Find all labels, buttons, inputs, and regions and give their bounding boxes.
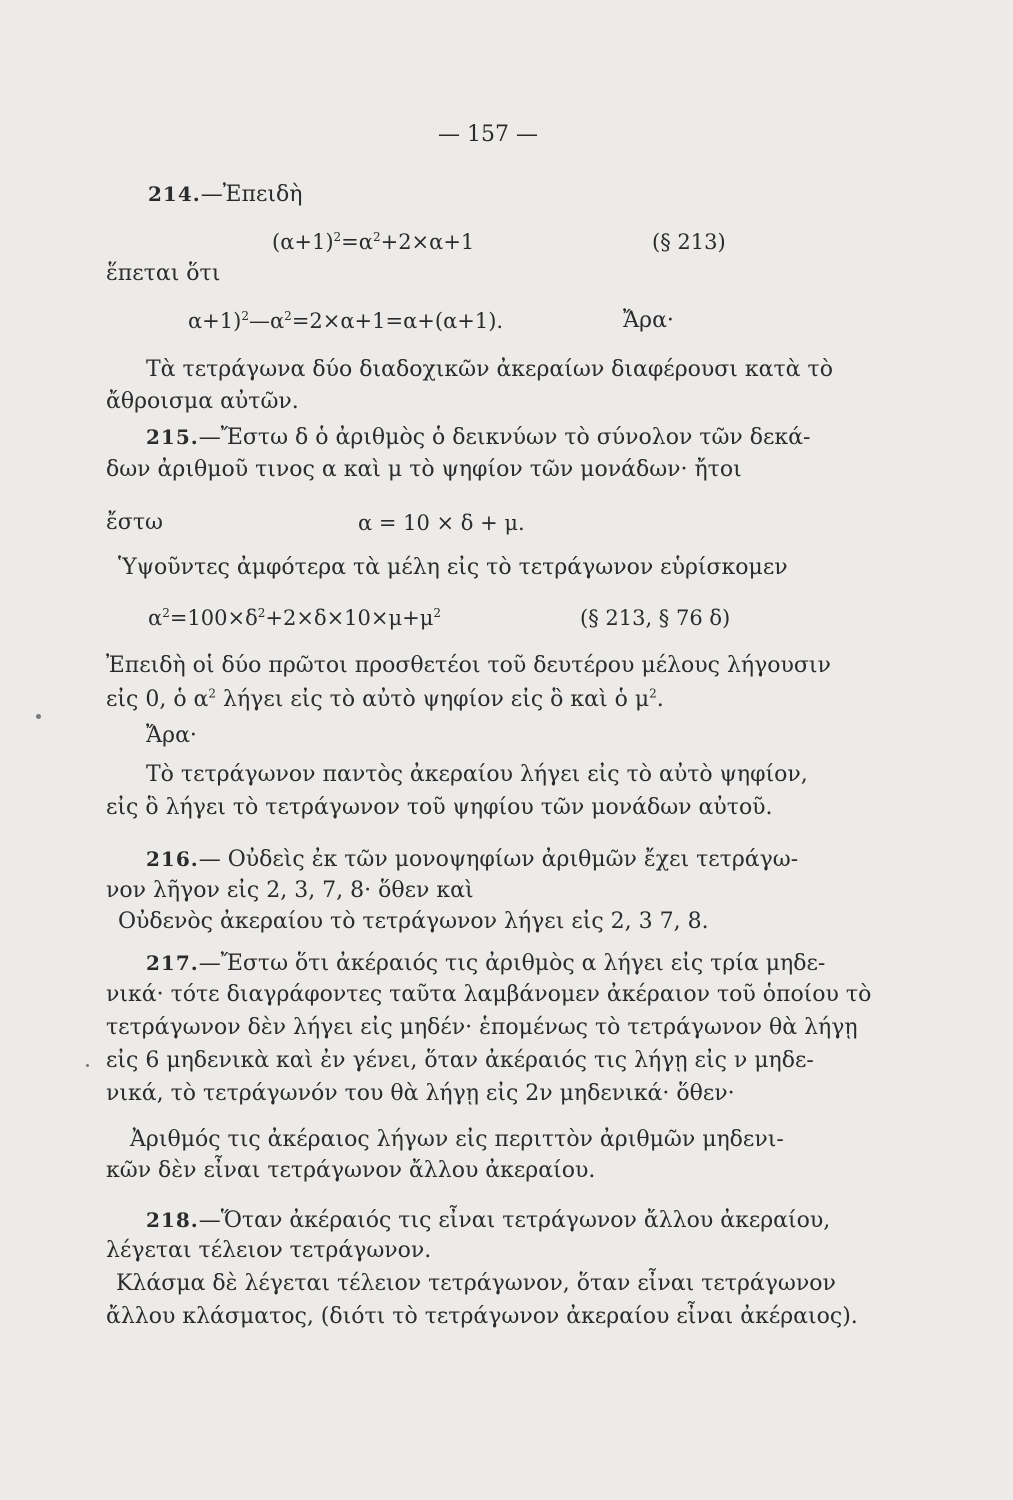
eq-exponent: 2 xyxy=(241,309,249,323)
eq-part: =α xyxy=(341,230,373,254)
section-217-line: Ἀριθμός τις ἀκέραιος λήγων εἰς περιττὸν ἀριθμῶν μηδενι- xyxy=(130,1127,784,1152)
equation-214-1 xyxy=(272,228,474,256)
eq-exponent: 2 xyxy=(372,230,381,244)
section-218-line xyxy=(146,1206,830,1235)
page-number: — 157 — xyxy=(438,122,538,147)
ara-214: Ἄρα· xyxy=(623,308,674,333)
section-intro: —Ἐπειδὴ xyxy=(200,182,303,207)
section-216-line: Οὐδενὸς ἀκεραίου τὸ τετράγωνον λήγει εἰς 2, 3 7, 8. xyxy=(118,909,709,934)
eq-part: =100×δ xyxy=(169,606,258,630)
section-216-line xyxy=(146,845,798,874)
section-217-line: τετράγωνον δὲν λήγει εἰς μηδέν· ἑπομένως τὸ τετράγωνον θὰ λήγῃ xyxy=(106,1015,858,1040)
section-218-line: λέγεται τέλειον τετράγωνον. xyxy=(106,1238,432,1263)
section-text: —Ἔστω ὅτι ἀκέραιός τις ἀριθμὸς α λήγει εἰς τρία μηδε- xyxy=(198,951,826,976)
equation-215-2 xyxy=(148,604,441,632)
eq-exponent: 2 xyxy=(433,606,442,620)
esto-label: ἔστω xyxy=(106,510,163,535)
section-217-line: κῶν δὲν εἶναι τετράγωνον ἄλλου ἀκεραίου. xyxy=(106,1158,596,1183)
section-number: 218. xyxy=(146,1208,199,1232)
follows-text: ἕπεται ὅτι xyxy=(106,261,221,286)
text-part: . xyxy=(656,687,664,712)
section-text: —Ἔστω δ ὁ ἀριθμὸς ὁ δεικνύων τὸ σύνολον τῶν δεκά- xyxy=(198,425,811,450)
text-part: εἰς 0, ὁ α xyxy=(106,687,209,712)
paper-spot xyxy=(86,1064,89,1067)
section-217-line xyxy=(146,949,825,978)
section-217-line: εἰς 6 μηδενικὰ καὶ ἐν γένει, ὅταν ἀκέραιός τις λήγῃ εἰς ν μηδε- xyxy=(106,1048,814,1073)
equation-214-2 xyxy=(188,307,503,335)
section-number: 215. xyxy=(146,425,199,449)
section-215-line: εἰς ὃ λήγει τὸ τετράγωνον τοῦ ψηφίου τῶν μονάδων αὐτοῦ. xyxy=(106,795,773,820)
section-217-line: νικά, τὸ τετράγωνόν του θὰ λήγῃ εἰς 2ν μηδενικά· ὅθεν· xyxy=(106,1081,735,1106)
eq-part: α xyxy=(148,606,163,630)
eq-exponent: 2 xyxy=(162,606,170,620)
equation-214-1-reference: (§ 213) xyxy=(652,230,726,254)
section-215-line: Ἐπειδὴ οἱ δύο πρῶτοι προσθετέοι τοῦ δευτέρου μέλους λήγουσιν xyxy=(106,653,831,678)
eq-part: (α+1) xyxy=(272,230,334,254)
text-part: λήγει εἰς τὸ αὐτὸ ψηφίον εἰς ὃ καὶ ὁ μ xyxy=(216,687,650,712)
section-text: —Ὅταν ἀκέραιός τις εἶναι τετράγωνον ἄλλου ἀκεραίου, xyxy=(198,1208,831,1233)
section-216-line: νον λῆγον εἰς 2, 3, 7, 8· ὅθεν καὶ xyxy=(106,878,474,903)
eq-part: +2×δ×10×μ+μ xyxy=(265,606,434,630)
section-218-line: Κλάσμα δὲ λέγεται τέλειον τετράγωνον, ὅταν εἶναι τετράγωνον xyxy=(116,1271,836,1296)
section-218-line: ἄλλου κλάσματος, (διότι τὸ τετράγωνον ἀκεραίου εἶναι ἀκέραιος). xyxy=(106,1304,858,1329)
paper-spot xyxy=(36,714,41,719)
eq-part: α+1) xyxy=(188,309,242,333)
section-215-line: δων ἀριθμοῦ τινος α καὶ μ τὸ ψηφίον τῶν μονάδων· ἤτοι xyxy=(106,457,742,482)
text-exponent: 2 xyxy=(208,686,217,701)
section-214-heading xyxy=(148,180,302,209)
section-215-line xyxy=(146,423,810,452)
eq-part: =2×α+1=α+(α+1). xyxy=(291,309,504,333)
section-215-line xyxy=(106,686,664,714)
section-214-text-line: Τὰ τετράγωνα δύο διαδοχικῶν ἀκεραίων διαφέρουσι κατὰ τὸ xyxy=(146,357,833,382)
eq-part: —α xyxy=(248,309,285,333)
section-215-line: Τὸ τετράγωνον παντὸς ἀκεραίου λήγει εἰς τὸ αὐτὸ ψηφίον, xyxy=(146,762,808,787)
section-text: — Οὐδεὶς ἐκ τῶν μονοψηφίων ἀριθμῶν ἔχει τετράγω- xyxy=(198,847,799,872)
section-215-line: Ὑψοῦντες ἀμφότερα τὰ μέλη εἰς τὸ τετράγωνον εὑρίσκομεν xyxy=(118,555,788,580)
equation-215-2-reference: (§ 213, § 76 δ) xyxy=(580,606,731,630)
section-214-text-line: ἄθροισμα αὐτῶν. xyxy=(106,389,299,414)
eq-exponent: 2 xyxy=(333,230,342,244)
eq-part: +2×α+1 xyxy=(380,230,475,254)
section-number: 214. xyxy=(148,182,201,206)
section-number: 216. xyxy=(146,847,199,871)
text-exponent: 2 xyxy=(649,686,657,701)
equation-215-1: α = 10 × δ + μ. xyxy=(358,511,525,535)
eq-exponent: 2 xyxy=(257,606,266,620)
section-number: 217. xyxy=(146,951,199,975)
ara-215: Ἄρα· xyxy=(146,723,197,748)
section-217-line: νικά· τότε διαγράφοντες ταῦτα λαμβάνομεν ἀκέραιον τοῦ ὁποίου τὸ xyxy=(106,982,872,1007)
eq-exponent: 2 xyxy=(284,309,292,323)
